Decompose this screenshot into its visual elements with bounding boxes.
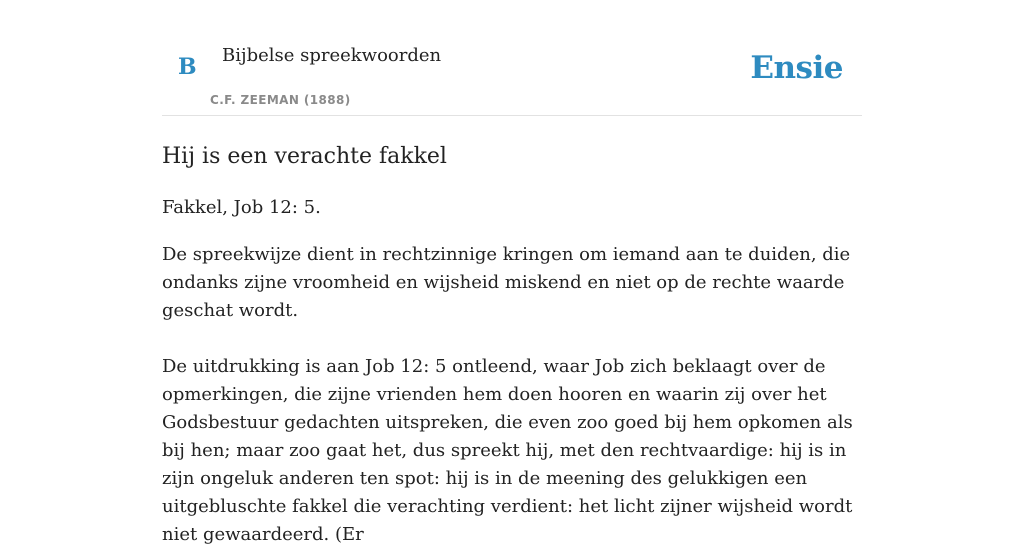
book-title[interactable]: Bijbelse spreekwoorden: [222, 45, 442, 66]
entry-title: Hij is een verachte fakkel: [162, 144, 447, 169]
page-container: [162, 0, 862, 549]
brand-logo[interactable]: Ensie: [750, 50, 843, 86]
book-author: C.F. ZEEMAN (1888): [210, 93, 351, 107]
page-header: [162, 0, 862, 116]
entry-content: [162, 143, 862, 549]
book-initial-logo[interactable]: B: [178, 54, 197, 80]
entry-source: Fakkel, Job 12: 5.: [162, 197, 321, 218]
entry-paragraph: De spreekwijze dient in rechtzinnige kringen om iemand aan te duiden, die ondanks zijne vroomheid en wijsheid miskend en niet op de rechte waarde geschat wordt.: [162, 244, 851, 321]
entry-paragraph: De uitdrukking is aan Job 12: 5 ontleend, waar Job zich beklaagt over de opmerkingen, die zijne vrienden hem doen hooren en waarin zij over het Godsbestuur gedachten uitspreken, die even zoo goed bij hem opkomen als bij hen; maar zoo gaat het, dus spreekt hij, met den rechtvaardige: hij is in zijn ongeluk anderen ten spot: hij is in de meening des gelukkigen een uitgebluschte fakkel die verachting verdient: het licht zijner wijsheid wordt niet gewaardeerd. (Er: [162, 356, 853, 545]
